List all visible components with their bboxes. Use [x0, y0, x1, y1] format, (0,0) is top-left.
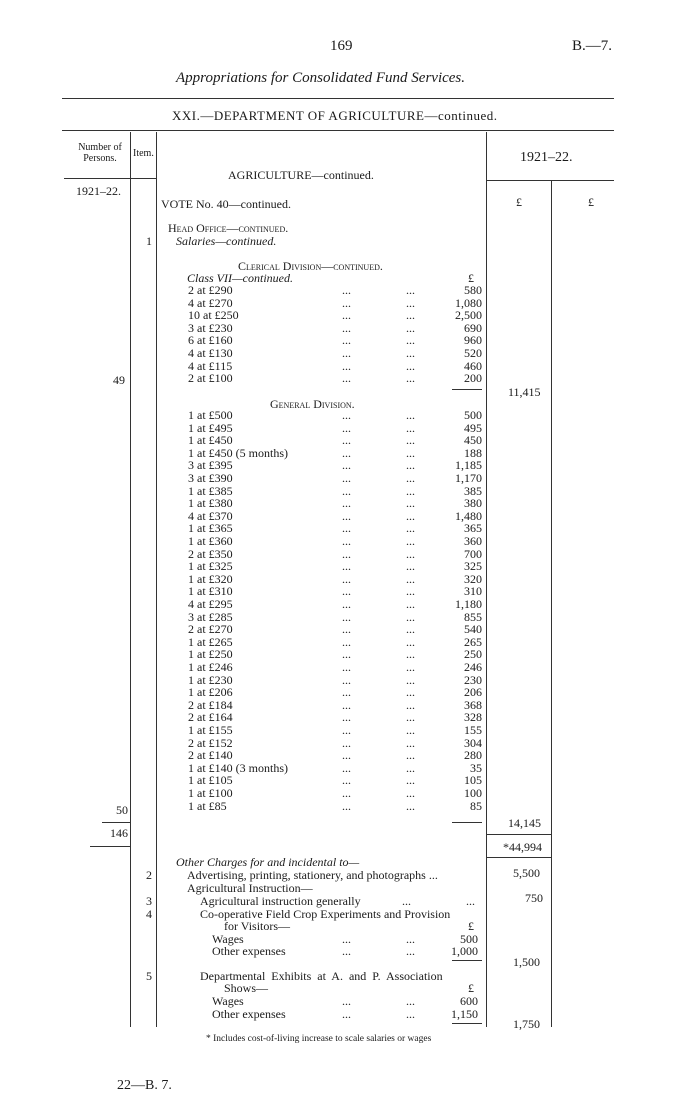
- leader-dots: ...: [406, 773, 415, 788]
- general-row-label: 1 at £140 (3 months): [188, 760, 288, 775]
- general-row-label: 1 at £206: [188, 685, 233, 700]
- leader-dots: ...: [342, 333, 351, 348]
- advertising-label: Advertising, printing, stationery, and photographs ...: [187, 868, 438, 882]
- leader-dots: ...: [342, 508, 351, 523]
- leader-dots: ...: [342, 697, 351, 712]
- leader-dots: ...: [342, 358, 351, 373]
- general-row-label: 2 at £152: [188, 735, 233, 750]
- clerical-row-amount: 960: [464, 333, 482, 348]
- exhibits-subtotal-rule: [452, 1023, 482, 1024]
- general-row-label: 1 at £155: [188, 723, 233, 737]
- general-row-amount: 105: [464, 773, 482, 788]
- leader-dots: ...: [406, 295, 415, 310]
- exhibits-wages-label: Wages ... ...: [212, 994, 415, 1008]
- clerical-row-label: 2 at £290: [188, 283, 233, 297]
- leader-dots: ...: [342, 559, 351, 574]
- general-row: [0, 409, 700, 422]
- advertising-amount: 5,500: [513, 866, 540, 880]
- general-row-label: 1 at £365: [188, 521, 233, 536]
- footnote: * Includes cost-of-living increase to scale salaries or wages: [206, 1034, 432, 1044]
- leader-dots: ...: [406, 710, 415, 725]
- general-row-label: 1 at £500: [188, 408, 233, 422]
- agri-generally-text: Agricultural instruction generally: [200, 894, 361, 908]
- page-footer: 22—B. 7.: [117, 1078, 172, 1093]
- general-row-amount: 310: [464, 584, 482, 599]
- leader-dots: ...: [406, 748, 415, 763]
- general-row-amount: 328: [464, 710, 482, 725]
- leader-dots: ...: [406, 672, 415, 687]
- general-row-label: 1 at £310: [188, 584, 233, 599]
- general-row-amount: 230: [464, 672, 482, 687]
- leader-dots: ...: [406, 508, 415, 523]
- wages-text-2: Wages: [212, 994, 244, 1008]
- leader-dots: ...: [342, 710, 351, 725]
- wages-text: Wages: [212, 932, 244, 946]
- grand-total-rule: [486, 857, 551, 858]
- leader-dots: ...: [342, 760, 351, 775]
- general-row-label: 1 at £230: [188, 672, 233, 687]
- leader-dots: ...: [406, 559, 415, 574]
- head-office: Head Office—continued.: [168, 221, 289, 235]
- page-subtitle: Appropriations for Consolidated Fund Services.: [176, 70, 466, 86]
- coop-total: 1,500: [513, 955, 540, 969]
- general-row-amount: 540: [464, 622, 482, 637]
- general-row-amount: 385: [464, 483, 482, 498]
- leader-dots: ...: [406, 283, 415, 297]
- leader-dots: ...: [406, 433, 415, 448]
- general-row-amount: 1,180: [455, 597, 482, 611]
- general-row: [0, 787, 700, 800]
- general-row-label: 4 at £295: [188, 597, 233, 611]
- general-row-amount: 360: [464, 534, 482, 548]
- persons-double-rule: [90, 846, 130, 847]
- coop-wages-label: Wages ... ...: [212, 932, 415, 946]
- leader-dots: ...: [342, 723, 351, 737]
- leader-dots: ...: [342, 445, 351, 460]
- clerical-row-label: 4 at £130: [188, 346, 233, 360]
- clerical-row-amount: 520: [464, 346, 482, 360]
- leader-dots: ...: [406, 458, 415, 473]
- general-row: [0, 623, 700, 636]
- leader-dots: ...: [406, 420, 415, 435]
- general-row-label: 1 at £105: [188, 773, 233, 788]
- leader-dots: ...: [342, 496, 351, 511]
- general-row: [0, 724, 700, 737]
- clerical-total: 11,415: [508, 385, 541, 399]
- leader-dots: ...: [406, 496, 415, 511]
- general-row: [0, 472, 700, 485]
- general-row-label: 2 at £270: [188, 622, 233, 637]
- clerical-row-label: 10 at £250: [188, 308, 239, 323]
- general-row-label: 2 at £164: [188, 710, 233, 725]
- general-row-amount: 700: [464, 546, 482, 561]
- clerical-division: Clerical Division—continued.: [238, 259, 383, 273]
- clerical-persons: 49: [113, 373, 125, 387]
- exhibits-wages-amount: 600: [460, 994, 478, 1008]
- leader-dots: ...: [406, 534, 415, 548]
- leader-dots: ...: [342, 546, 351, 561]
- general-row-amount: 155: [464, 723, 482, 737]
- persons-total-rule: [102, 822, 130, 823]
- leader-dots: ...: [342, 483, 351, 498]
- leader-dots: ...: [342, 748, 351, 763]
- general-row-label: 3 at £390: [188, 471, 233, 485]
- general-row-label: 1 at £495: [188, 420, 233, 435]
- leader-dots: ...: [342, 346, 351, 360]
- item-number-4: 4: [146, 907, 152, 921]
- general-row-amount: 265: [464, 634, 482, 649]
- general-row-label: 1 at £450 (5 months): [188, 445, 288, 460]
- total-rule: [486, 834, 551, 835]
- exhibits-other-label: Other expenses ... ...: [212, 1007, 415, 1021]
- general-row-label: 1 at £265: [188, 634, 233, 649]
- general-persons: 50: [116, 803, 128, 817]
- leader-dots: ...: [406, 760, 415, 775]
- clerical-row: [0, 284, 700, 297]
- general-row-label: 1 at £250: [188, 647, 233, 662]
- general-row-label: 1 at £100: [188, 786, 233, 800]
- leader-dots: ...: [406, 597, 415, 611]
- general-row-label: 2 at £140: [188, 748, 233, 763]
- header-rule-2: [62, 130, 614, 131]
- leader-dots: ...: [406, 634, 415, 649]
- clerical-row-label: 4 at £115: [188, 358, 233, 373]
- leader-dots: ...: [342, 597, 351, 611]
- general-division: General Division.: [270, 397, 355, 411]
- leader-dots: ...: [342, 308, 351, 323]
- leader-dots: ...: [342, 458, 351, 473]
- general-row-amount: 250: [464, 647, 482, 662]
- class-seven: Class VII—continued.: [187, 271, 293, 285]
- general-row-label: 1 at £320: [188, 571, 233, 586]
- leader-dots: ...: [406, 723, 415, 737]
- grand-total: *44,994: [503, 840, 542, 854]
- total-persons: 146: [110, 826, 128, 840]
- general-row-amount: 1,185: [455, 458, 482, 473]
- general-row-label: 3 at £285: [188, 609, 233, 624]
- leader-dots: ...: [406, 786, 415, 800]
- exhibits-pound: £: [468, 981, 474, 995]
- agri-generally-label: Agricultural instruction generally ... ...: [200, 894, 475, 908]
- section-title: AGRICULTURE—continued.: [228, 168, 374, 182]
- clerical-row-amount: 2,500: [455, 308, 482, 323]
- page-reference: B.—7.: [572, 38, 613, 54]
- clerical-subtotal-rule: [452, 389, 482, 390]
- general-row-amount: 280: [464, 748, 482, 763]
- general-row-amount: 188: [464, 445, 482, 460]
- general-row-label: 1 at £450: [188, 433, 233, 448]
- general-row-amount: 365: [464, 521, 482, 536]
- clerical-row: [0, 347, 700, 360]
- page-number: 169: [330, 38, 353, 54]
- header-year: 1921–22.: [520, 150, 573, 165]
- leader-dots: ...: [342, 672, 351, 687]
- leader-dots: ...: [342, 798, 351, 813]
- general-row-amount: 450: [464, 433, 482, 448]
- general-row-amount: 495: [464, 420, 482, 435]
- leader-dots: ...: [342, 371, 351, 386]
- leader-dots: ...: [342, 471, 351, 485]
- coop-pound: £: [468, 919, 474, 933]
- agri-instruction-label: Agricultural Instruction—: [187, 881, 313, 895]
- general-row-amount: 304: [464, 735, 482, 750]
- coop-label: Co-operative Field Crop Experiments and Provision: [200, 907, 451, 921]
- clerical-row: [0, 372, 700, 385]
- item-number-1: 1: [146, 234, 152, 248]
- leader-dots: ...: [342, 647, 351, 662]
- clerical-row-label: 3 at £230: [188, 320, 233, 335]
- leader-dots: ...: [406, 333, 415, 348]
- general-subtotal-rule: [452, 822, 482, 823]
- leader-dots: ...: [342, 609, 351, 624]
- general-row-label: 1 at £385: [188, 483, 233, 498]
- leader-dots: ...: [406, 798, 415, 813]
- header-underline-left: [64, 178, 156, 179]
- general-row-label: 4 at £370: [188, 508, 233, 523]
- general-row-label: 1 at £325: [188, 559, 233, 574]
- general-row-label: 1 at £360: [188, 534, 233, 548]
- leader-dots: ...: [342, 433, 351, 448]
- general-row-amount: 206: [464, 685, 482, 700]
- leader-dots: ...: [342, 408, 351, 422]
- salaries-label: Salaries—continued.: [176, 234, 277, 248]
- leader-dots: ...: [342, 283, 351, 297]
- class-seven-pound: £: [468, 271, 474, 285]
- exhibits-other-amount: 1,150: [451, 1007, 478, 1021]
- coop-wages-amount: 500: [460, 932, 478, 946]
- leader-dots: ...: [406, 371, 415, 386]
- exhibits-total: 1,750: [513, 1017, 540, 1031]
- leader-dots: ...: [342, 420, 351, 435]
- other-charges-label: Other Charges for and incidental to—: [176, 855, 360, 869]
- general-row-amount: 246: [464, 660, 482, 674]
- general-row: [0, 497, 700, 510]
- leader-dots: ...: [342, 521, 351, 536]
- general-row: [0, 661, 700, 674]
- leader-dots: ...: [342, 622, 351, 637]
- leader-dots: ...: [406, 622, 415, 637]
- leader-dots: ...: [406, 685, 415, 700]
- other-expenses-text-2: Other expenses: [212, 1007, 286, 1021]
- general-row: [0, 560, 700, 573]
- leader-dots: ...: [406, 445, 415, 460]
- clerical-row-amount: 1,080: [455, 295, 482, 310]
- general-row-label: 1 at £85: [188, 798, 227, 813]
- header-underline-right: [486, 180, 614, 181]
- general-row-amount: 368: [464, 697, 482, 712]
- clerical-row: [0, 309, 700, 322]
- clerical-row-amount: 580: [464, 283, 482, 297]
- leader-dots: ...: [342, 786, 351, 800]
- leader-dots: ...: [342, 320, 351, 335]
- general-row: [0, 800, 700, 813]
- leader-dots: ...: [406, 609, 415, 624]
- leader-dots: ...: [342, 634, 351, 649]
- general-row-amount: 35: [470, 760, 482, 775]
- general-row-amount: 325: [464, 559, 482, 574]
- clerical-row-amount: 200: [464, 371, 482, 386]
- leader-dots: ...: [406, 483, 415, 498]
- clerical-row-label: 4 at £270: [188, 295, 233, 310]
- leader-dots: ...: [342, 584, 351, 599]
- department-title: XXI.—DEPARTMENT OF AGRICULTURE—continued.: [172, 108, 498, 123]
- year-left: 1921–22.: [76, 184, 121, 198]
- leader-dots: ...: [342, 660, 351, 674]
- exhibits-label: Departmental Exhibits at A. and P. Association: [200, 969, 443, 983]
- clerical-row-amount: 690: [464, 320, 482, 335]
- leader-dots: ...: [406, 571, 415, 586]
- leader-dots: ...: [406, 735, 415, 750]
- general-row-amount: 500: [464, 408, 482, 422]
- general-row: [0, 434, 700, 447]
- coop-other-amount: 1,000: [451, 944, 478, 958]
- general-row-amount: 100: [464, 786, 482, 800]
- general-row: [0, 598, 700, 611]
- general-row-amount: 85: [470, 798, 482, 813]
- leader-dots: ...: [406, 546, 415, 561]
- leader-dots: ...: [406, 660, 415, 674]
- agri-generally-amount: 750: [525, 891, 543, 905]
- leader-dots: ...: [406, 584, 415, 599]
- leader-dots: ...: [406, 408, 415, 422]
- leader-dots: ...: [342, 295, 351, 310]
- general-row-label: 3 at £395: [188, 458, 233, 473]
- leader-dots: ...: [406, 647, 415, 662]
- leader-dots: ...: [342, 571, 351, 586]
- other-expenses-text: Other expenses: [212, 944, 286, 958]
- leader-dots: ...: [406, 346, 415, 360]
- general-row: [0, 535, 700, 548]
- item-number-3: 3: [146, 894, 152, 908]
- general-row-amount: 320: [464, 571, 482, 586]
- general-row-label: 1 at £380: [188, 496, 233, 511]
- pound-col-2: £: [588, 195, 594, 209]
- clerical-row-label: 6 at £160: [188, 333, 233, 348]
- leader-dots: ...: [342, 685, 351, 700]
- general-row: [0, 749, 700, 762]
- header-number-of-persons: Number of Persons.: [78, 142, 122, 164]
- vote-title: VOTE No. 40—continued.: [161, 197, 291, 211]
- coop-other-label: Other expenses ... ...: [212, 944, 415, 958]
- clerical-row-label: 2 at £100: [188, 371, 233, 386]
- general-row-label: 1 at £246: [188, 660, 233, 674]
- general-total: 14,145: [508, 816, 541, 830]
- general-row-label: 2 at £184: [188, 697, 233, 712]
- advertising-text: Advertising, printing, stationery, and photographs: [187, 868, 426, 882]
- leader-dots: ...: [342, 534, 351, 548]
- general-row-amount: 380: [464, 496, 482, 511]
- item-number-5: 5: [146, 969, 152, 983]
- general-row-amount: 1,480: [455, 508, 482, 523]
- leader-dots: ...: [406, 521, 415, 536]
- leader-dots: ...: [406, 471, 415, 485]
- pound-col-1: £: [516, 195, 522, 209]
- leader-dots: ...: [342, 735, 351, 750]
- leader-dots: ...: [406, 320, 415, 335]
- clerical-row-amount: 460: [464, 358, 482, 373]
- exhibits-label-2: Shows—: [224, 981, 269, 995]
- coop-label-2: for Visitors—: [224, 919, 291, 933]
- leader-dots: ...: [406, 308, 415, 323]
- general-row-amount: 1,170: [455, 471, 482, 485]
- general-row-label: 2 at £350: [188, 546, 233, 561]
- item-number-2: 2: [146, 868, 152, 882]
- general-row-amount: 855: [464, 609, 482, 624]
- leader-dots: ...: [406, 358, 415, 373]
- leader-dots: ...: [342, 773, 351, 788]
- coop-subtotal-rule: [452, 960, 482, 961]
- header-item: Item.: [133, 148, 154, 159]
- general-row: [0, 686, 700, 699]
- header-rule: [62, 98, 614, 99]
- leader-dots: ...: [406, 697, 415, 712]
